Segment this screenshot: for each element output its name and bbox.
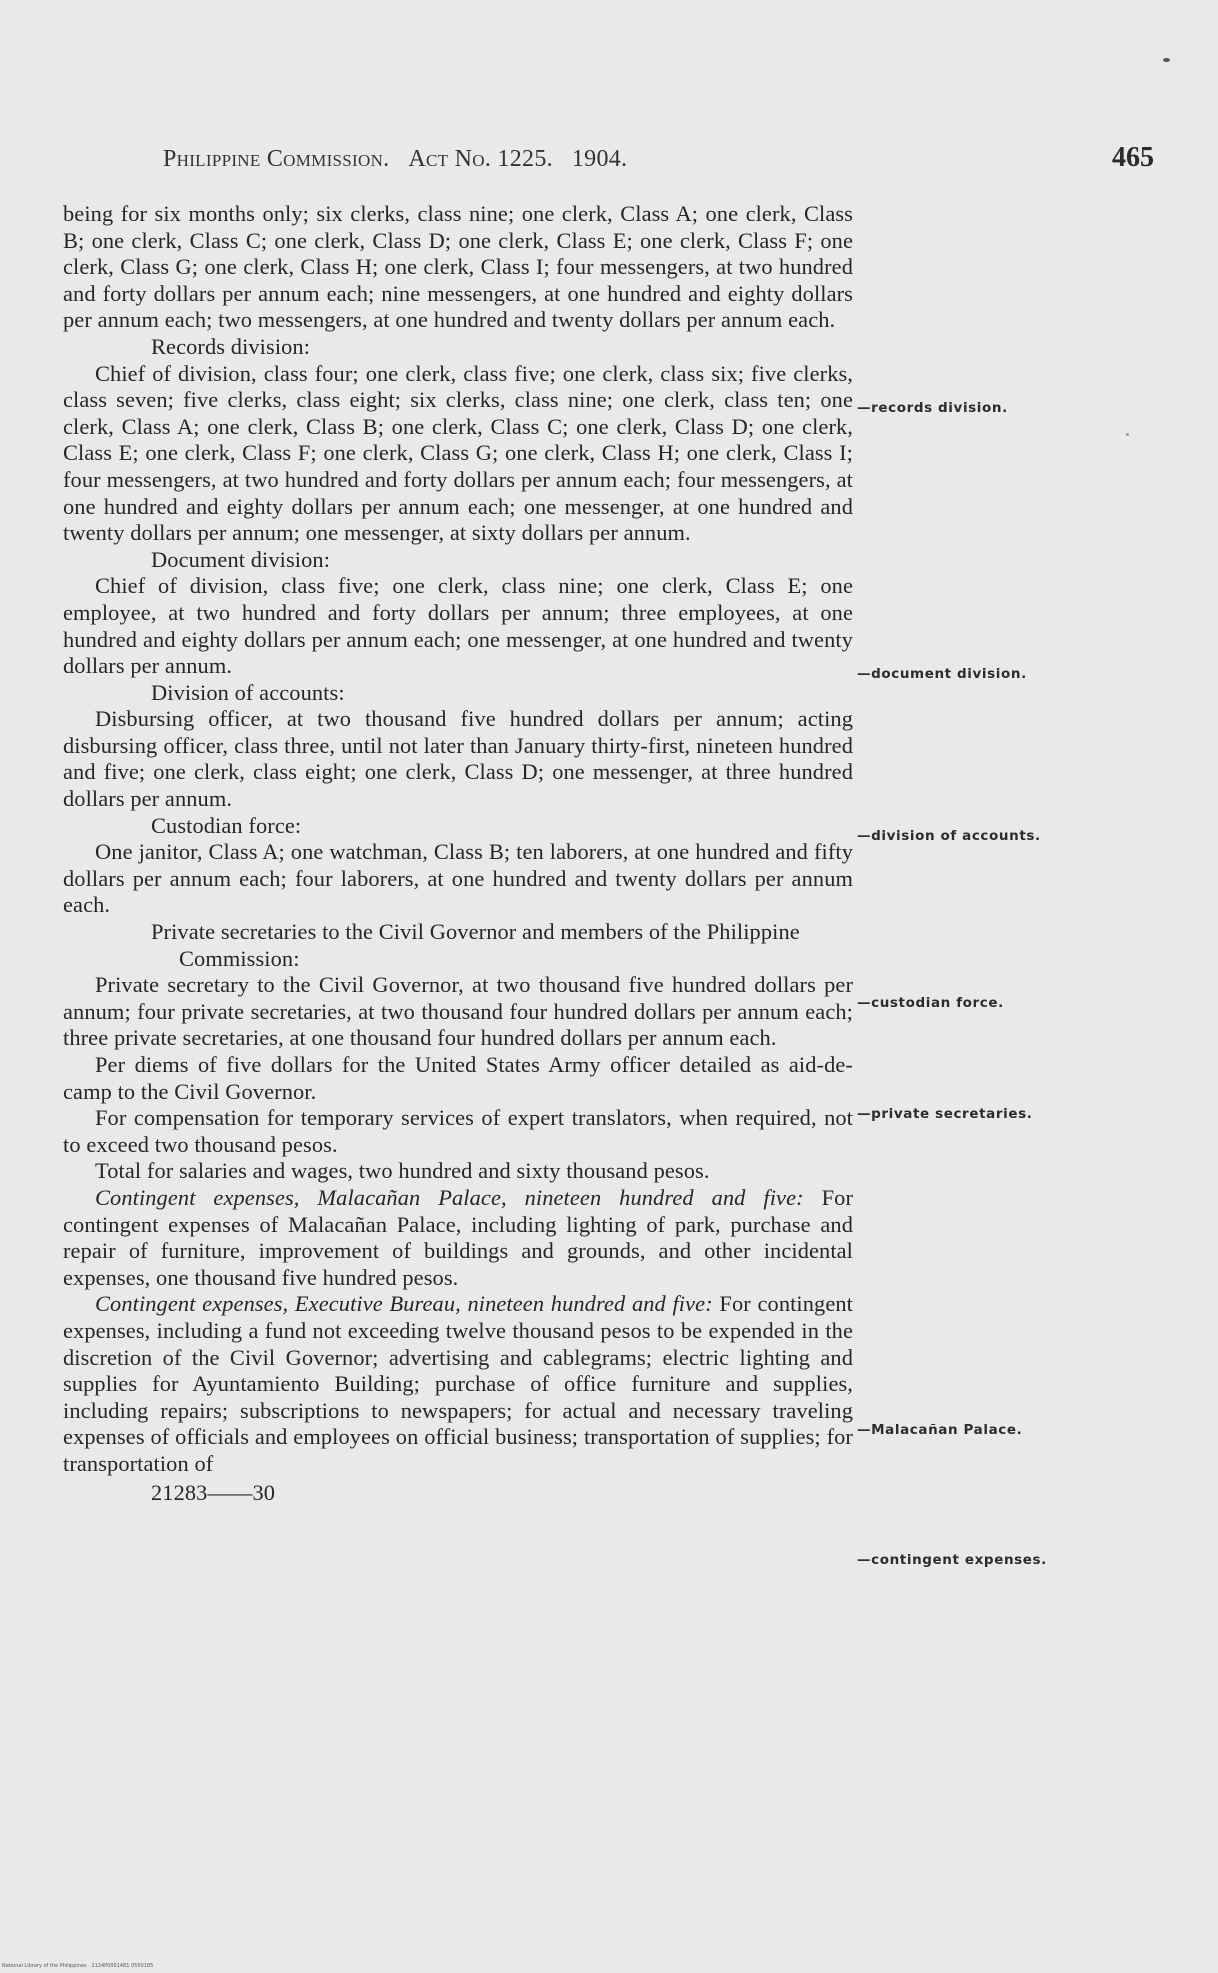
heading-division-of-accounts: Division of accounts:	[151, 679, 345, 705]
signature-line: 21283——30	[151, 1479, 276, 1505]
scan-imprint: National Library of the Philippines · 2124P0001481 0550185	[2, 1963, 154, 1969]
margin-note-malacanan-palace: —Malacañan Palace.	[857, 1422, 1023, 1438]
paragraph-executive-bureau	[63, 1291, 853, 1477]
running-title-act: Act No. 1225.	[408, 146, 553, 172]
margin-note-document-division: —document division.	[857, 666, 1027, 682]
margin-note-records-division: —records division.	[857, 400, 1008, 416]
margin-note-custodian-force: —custodian force.	[857, 995, 1004, 1011]
heading-malacanan: Contingent expenses, Malacañan Palace, nineteen hundred and five:	[95, 1184, 804, 1210]
running-head	[163, 146, 753, 173]
running-title-year: 1904.	[571, 146, 628, 172]
paragraph-division-of-accounts: Disbursing officer, at two thousand five hundred dollars per annum; acting disbursing officer, class three, until not later than January thirty-first, nineteen hundred and five; one clerk, class eight; one clerk, Class D; one messenger, at three hundred dollars per annum.	[63, 706, 853, 812]
paragraph-continuation: being for six months only; six clerks, class nine; one clerk, Class A; one clerk, Class B; one clerk, Class C; one clerk, Class D; one clerk, Class E; one clerk, Class F; one clerk, Class G; one clerk, Class H; one clerk, Class I; four messengers, at two hundred and forty dollars per annum each; nine messengers, at one hundred and eighty dollars per annum each; two messengers, at one hundred and twenty dollars per annum each.	[63, 201, 853, 333]
heading-private-secretaries: Private secretaries to the Civil Governor and members of the Philippine Commission:	[151, 919, 800, 971]
paragraph-custodian-force: One janitor, Class A; one watchman, Class B; ten laborers, at one hundred and fifty dollars per annum each; four laborers, at one hundred and twenty dollars per annum each.	[63, 839, 853, 918]
scan-speck	[1163, 58, 1170, 62]
paragraph-document-division: Chief of division, class five; one clerk, class nine; one clerk, Class E; one employee, at two hundred and forty dollars per annum; three employees, at one hundred and eighty dollars per annum each; one messenger, at one hundred and twenty dollars per annum.	[63, 573, 853, 679]
heading-custodian-force: Custodian force:	[151, 812, 302, 838]
scan-speck	[1126, 433, 1129, 436]
paragraph-malacanan	[63, 1185, 853, 1291]
running-title-commission: Philippine Commission.	[163, 146, 390, 172]
heading-document-division: Document division:	[151, 546, 331, 572]
page-number: 465	[1112, 142, 1154, 173]
paragraph-records-division: Chief of division, class four; one clerk, class five; one clerk, class six; five clerks, class seven; five clerks, class eight; six clerks, class nine; one clerk, class ten; one clerk, Class A; one clerk, Class B; one clerk, Class C; one clerk, Class D; one clerk, Class E; one clerk, Class F; one clerk, Class G; one clerk, Class H; one clerk, Class I; four messengers, at two hundred and forty dollars per annum each; four messengers, at one hundred and eighty dollars per annum each; one messenger, at one hundred and twenty dollars per annum; one messenger, at sixty dollars per annum.	[63, 360, 853, 546]
paragraph-per-diems: Per diems of five dollars for the United States Army officer detailed as aid-de-camp to the Civil Governor.	[63, 1052, 853, 1104]
paragraph-private-secretaries: Private secretary to the Civil Governor, at two thousand five hundred dollars per annum; four private secretaries, at two thousand four hundred dollars per annum each; three private secretaries, at one thousand four hundred dollars per annum each.	[63, 972, 853, 1051]
margin-note-contingent-expenses: —contingent expenses.	[857, 1552, 1047, 1568]
paragraph-total-salaries: Total for salaries and wages, two hundred and sixty thousand pesos.	[95, 1158, 710, 1184]
heading-records-division: Records division:	[151, 333, 311, 359]
margin-note-division-of-accounts: —division of accounts.	[857, 828, 1041, 844]
heading-executive-bureau: Contingent expenses, Executive Bureau, nineteen hundred and five:	[95, 1291, 713, 1317]
body-text	[63, 201, 853, 1506]
text-executive-bureau: For contingent expenses, including a fund not exceeding twelve thousand pesos to be expended in the discretion of the Civil Governor; advertising and cablegrams; electric lighting and supplies for Ayuntamiento Building; purchase of office furniture and supplies, including repairs; subscriptions to newspapers; for actual and necessary traveling expenses of officials and employees on official business; transportation of supplies; for transportation of	[63, 1291, 853, 1476]
text-malacanan: For contingent expenses of Malacañan Palace, including lighting of park, purchase and repair of furniture, improvement of buildings and grounds, and other incidental expenses, one thousand five hundred pesos.	[63, 1184, 853, 1290]
margin-note-private-secretaries: —private secretaries.	[857, 1106, 1033, 1122]
paragraph-translators: For compensation for temporary services of expert translators, when required, not to exceed two thousand pesos.	[63, 1105, 853, 1157]
